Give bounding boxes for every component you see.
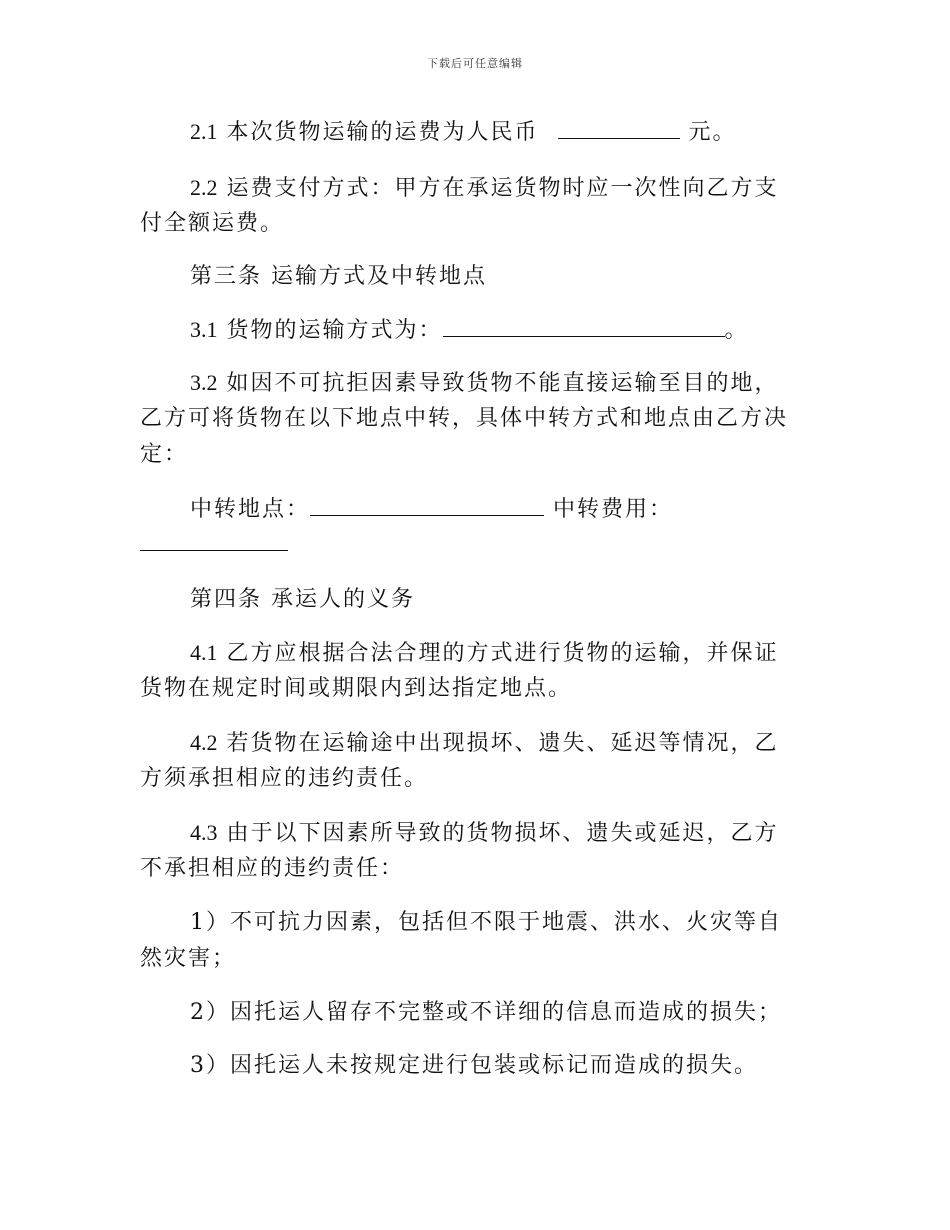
paragraph-4-3 bbox=[190, 815, 779, 852]
blank-line bbox=[443, 312, 725, 337]
clause-number: 3.2 bbox=[190, 370, 218, 395]
paragraph-4-3-cont: 不承担相应的违约责任： bbox=[140, 856, 405, 881]
list-item-3: 3）因托运人未按规定进行包装或标记而造成的损失。 bbox=[190, 1053, 758, 1078]
page-header: 下载后可任意编辑 bbox=[427, 57, 523, 70]
paragraph-text: 由于以下因素所导致的货物损坏、遗失或延迟，乙方 bbox=[217, 821, 779, 846]
blank-line bbox=[558, 114, 680, 139]
clause-number: 4.2 bbox=[190, 730, 218, 755]
section-heading-4: 第四条 承运人的义务 bbox=[190, 587, 415, 612]
blank-line bbox=[310, 491, 544, 516]
blank-line bbox=[140, 526, 288, 551]
clause-number: 4.3 bbox=[190, 820, 218, 845]
transfer-location-label: 中转地点： bbox=[190, 497, 311, 522]
list-item-2: 2）因托运人留存不完整或不详细的信息而造成的损失； bbox=[190, 1000, 782, 1025]
paragraph-text: 若货物在运输途中出现损坏、遗失、延迟等情况，乙 bbox=[217, 731, 779, 756]
clause-number: 2.1 bbox=[190, 119, 218, 144]
clause-number: 4.1 bbox=[190, 640, 218, 665]
paragraph-2-1 bbox=[190, 114, 737, 151]
paragraph-2-2 bbox=[190, 170, 779, 207]
paragraph-text: 本次货物运输的运费为人民币 bbox=[217, 120, 539, 145]
clause-number: 2.2 bbox=[190, 175, 218, 200]
paragraph-text: 乙方应根据合法合理的方式进行货物的运输，并保证 bbox=[217, 641, 779, 666]
transfer-fee-blank bbox=[140, 526, 288, 556]
paragraph-3-2 bbox=[190, 365, 779, 402]
paragraph-text: 运费支付方式：甲方在承运货物时应一次性向乙方支 bbox=[217, 176, 779, 201]
paragraph-text: 元。 bbox=[688, 120, 737, 145]
paragraph-4-1-cont: 货物在规定时间或期限内到达指定地点。 bbox=[140, 676, 573, 701]
paragraph-3-2-cont: 乙方可将货物在以下地点中转，具体中转方式和地点由乙方决 bbox=[140, 406, 789, 431]
paragraph-3-1 bbox=[190, 312, 749, 349]
paragraph-text: 货物的运输方式为： bbox=[217, 318, 443, 343]
paragraph-2-2-cont: 付全额运费。 bbox=[140, 211, 285, 236]
section-heading-3: 第三条 运输方式及中转地点 bbox=[190, 264, 487, 289]
list-item-1: 1）不可抗力因素，包括但不限于地震、洪水、火灾等自 bbox=[190, 910, 782, 935]
transfer-line bbox=[190, 491, 673, 528]
clause-number: 3.1 bbox=[190, 317, 218, 342]
paragraph-4-2-cont: 方须承担相应的违约责任。 bbox=[140, 766, 429, 791]
paragraph-text: 如因不可抗拒因素导致货物不能直接运输至目的地， bbox=[217, 371, 779, 396]
paragraph-text: 。 bbox=[724, 318, 749, 343]
transfer-fee-label: 中转费用： bbox=[553, 497, 674, 522]
paragraph-3-2-cont: 定： bbox=[140, 442, 189, 467]
list-item-1-cont: 然灾害； bbox=[140, 946, 237, 971]
paragraph-4-2 bbox=[190, 725, 779, 762]
paragraph-4-1 bbox=[190, 635, 779, 672]
